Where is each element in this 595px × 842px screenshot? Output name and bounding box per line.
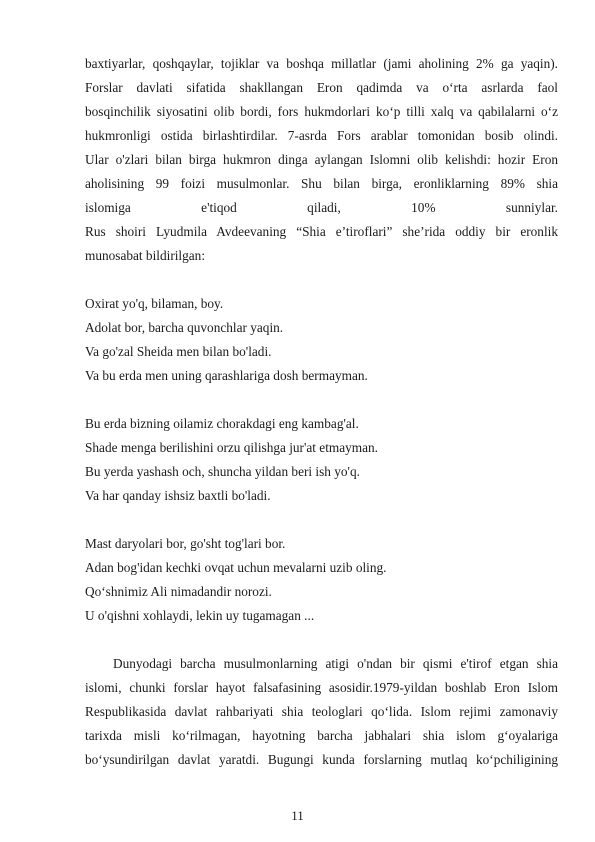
poem-line: Va bu erda men uning qarashlariga dosh bermayman. [85, 368, 368, 383]
text-line: aholisining 99 foizi musulmonlar. Shu bilan birga, eronliklarning 89% shia [85, 176, 558, 191]
poem-line: Mast daryolari bor, go'sht tog'lari bor. [85, 536, 286, 551]
poem-stanza-3 [85, 532, 558, 628]
text-line: islomi, chunki forslar hayot falsafasining asosidir.1979-yildan boshlab Eron Islom [85, 680, 558, 695]
text-line: islomiga e'tiqod qiladi, 10% sunniylar. [85, 200, 558, 215]
text-line: Forslar davlati sifatida shakllangan Eron qadimda va o‘rta asrlarda faol [85, 80, 558, 95]
stanza-gap [85, 508, 558, 532]
text-line: munosabat bildirilgan: [85, 248, 206, 263]
closing-paragraph [85, 652, 558, 772]
text-line: Dunyodagi barcha musulmonlarning atigi o'ndan bir qismi e'tirof etgan shia [113, 656, 558, 671]
page-number: 11 [291, 808, 304, 823]
intro-paragraph [85, 52, 558, 268]
poem-stanza-2 [85, 412, 558, 508]
text-line: hukmronligi ostida birlashtirdilar. 7-asrda Fors arablar tomonidan bosib olindi. [85, 128, 558, 143]
poem-line: Bu erda bizning oilamiz chorakdagi eng kambag'al. [85, 416, 359, 431]
text-line: baxtiyarlar, qoshqaylar, tojiklar va boshqa millatlar (jami aholining 2% ga yaqin). [85, 56, 558, 71]
text-line: Ular o'zlari bilan birga hukmron dinga aylangan Islomni olib kelishdi: hozir Eron [85, 152, 558, 167]
text-line: tarixda misli ko‘rilmagan, hayotning barcha jabhalari shia islom g‘oyalariga [85, 728, 558, 743]
poem-line: Va har qanday ishsiz baxtli bo'ladi. [85, 488, 271, 503]
stanza-gap [85, 268, 558, 292]
text-line: Respublikasida davlat rahbariyati shia teologlari qo‘lida. Islom rejimi zamonaviy [85, 704, 558, 719]
poem-stanza-1 [85, 292, 558, 388]
poem-line: Oxirat yo'q, bilaman, boy. [85, 296, 224, 311]
poem-line: Qo‘shnimiz Ali nimadandir norozi. [85, 584, 272, 599]
text-line: bo‘ysundirilgan davlat yaratdi. Bugungi kunda forslarning mutlaq ko‘pchiligining [85, 752, 558, 767]
stanza-gap [85, 388, 558, 412]
paragraph-gap [85, 628, 558, 652]
poem-line: Va go'zal Sheida men bilan bo'ladi. [85, 344, 272, 359]
poem-line: U o'qishni xohlaydi, lekin uy tugamagan ... [85, 608, 315, 623]
poem-line: Bu yerda yashash och, shuncha yildan beri ish yo'q. [85, 464, 360, 479]
text-line: Rus shoiri Lyudmila Avdeevaning “Shia e’tiroflari” she’rida oddiy bir eronlik [85, 224, 558, 239]
poem-line: Adan bog'idan kechki ovqat uchun mevalarni uzib oling. [85, 560, 387, 575]
poem-line: Shade menga berilishini orzu qilishga jur'at etmayman. [85, 440, 379, 455]
page-body [85, 52, 558, 772]
text-line: bosqinchilik siyosatini olib bordi, fors hukmdorlari ko‘p tilli xalq va qabilalarni o‘z [85, 104, 558, 119]
poem-line: Adolat bor, barcha quvonchlar yaqin. [85, 320, 284, 335]
